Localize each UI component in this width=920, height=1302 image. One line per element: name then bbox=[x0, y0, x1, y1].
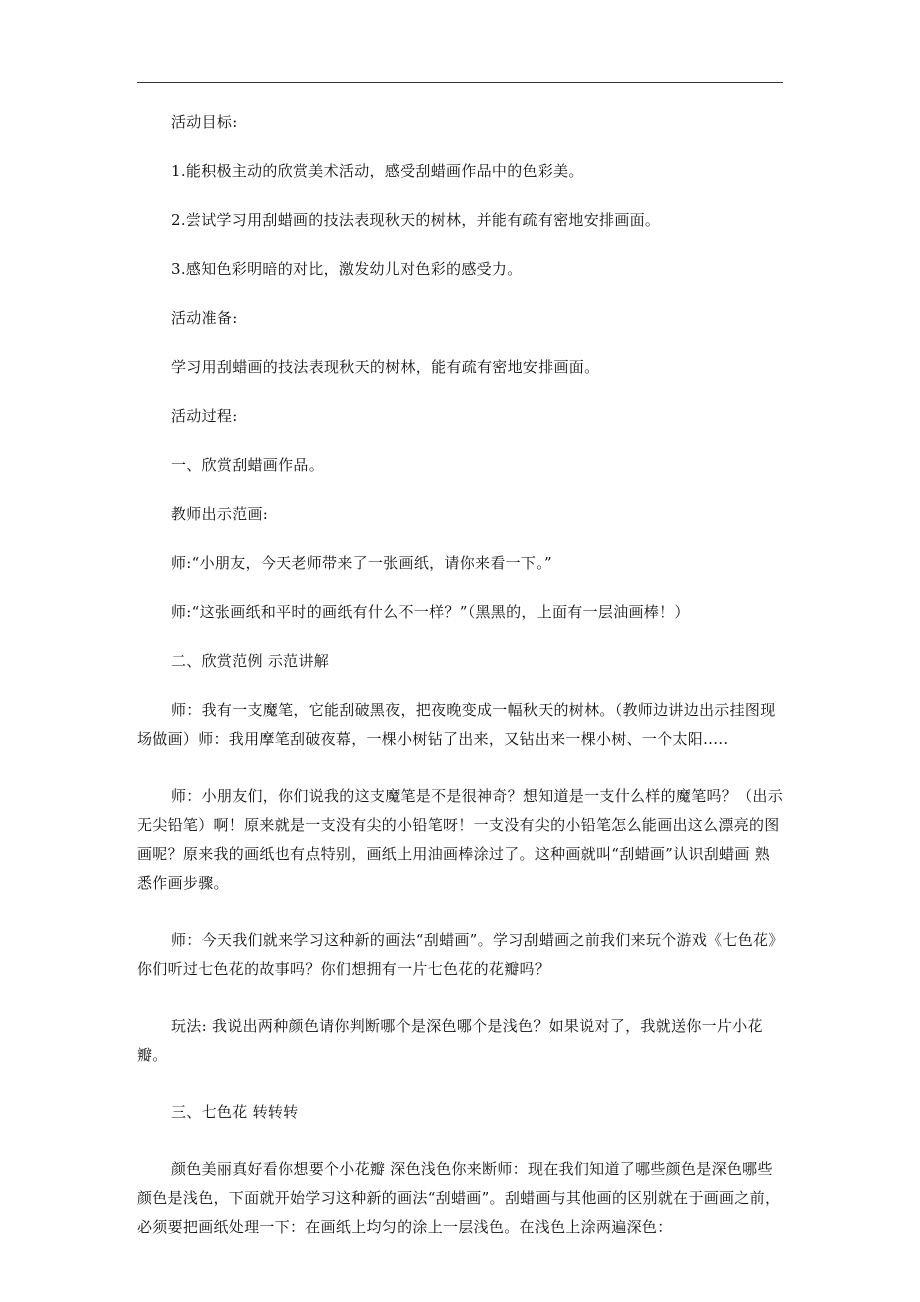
heading-activity-process: 活动过程: bbox=[171, 407, 238, 425]
scratch-painting-intro: 师：小朋友们，你们说我的这支魔笔是不是很神奇？想知道是一支什么样的魔笔吗？（出示无尖铅笔）啊！原来就是一支没有尖的小铅笔呀！一支没有尖的小铅笔怎么能画出这么漂亮的图画呢？原来我的画纸也有点特别，画纸上用油画棒涂过了。这种画就叫“刮蜡画”认识刮蜡画 熟悉作画步骤。 bbox=[137, 787, 784, 892]
heading-activity-goals: 活动目标: bbox=[171, 113, 238, 131]
heading-activity-preparation: 活动准备: bbox=[171, 309, 238, 327]
magic-pen-paragraph: 师：我有一支魔笔，它能刮破黑夜，把夜晚变成一幅秋天的树林。（教师边讲边出示挂图现场做画）师：我用摩笔刮破夜幕，一棵小树钻了出来，又钻出来一棵小树、一个太阳..... bbox=[137, 701, 776, 748]
goal-item-1: 1.能积极主动的欣赏美术活动，感受刮蜡画作品中的色彩美。 bbox=[171, 162, 584, 180]
section-2-title: 二、欣赏范例 示范讲解 bbox=[171, 652, 330, 670]
preparation-text: 学习用刮蜡画的技法表现秋天的树林，能有疏有密地安排画面。 bbox=[171, 358, 600, 376]
teacher-shows-sample: 教师出示范画: bbox=[171, 505, 269, 523]
teacher-line-1: 师:“小朋友，今天老师带来了一张画纸，请你来看一下。” bbox=[171, 554, 552, 572]
section-3-title: 三、七色花 转转转 bbox=[171, 1103, 299, 1121]
header-rule bbox=[137, 82, 783, 83]
section-1-title: 一、欣赏刮蜡画作品。 bbox=[171, 456, 325, 474]
teacher-line-2: 师:“这张画纸和平时的画纸有什么不一样？”（黑黑的，上面有一层油画棒！） bbox=[171, 603, 690, 621]
goal-item-2: 2.尝试学习用刮蜡画的技法表现秋天的树林，并能有疏有密地安排画面。 bbox=[171, 211, 661, 229]
color-explanation-paragraph: 颜色美丽真好看你想要个小花瓣 深色浅色你来断师：现在我们知道了哪些颜色是深色哪些颜色是浅色，下面就开始学习这种新的画法“刮蜡画”。刮蜡画与其他画的区别就在于画画之前，必须要把画纸处理一下：在画纸上均匀的涂上一层浅色。在浅色上涂两遍深色： bbox=[137, 1160, 781, 1236]
document-body bbox=[137, 108, 785, 1242]
game-rules: 玩法: 我说出两种颜色请你判断哪个是深色哪个是浅色？如果说对了，我就送你一片小花瓣。 bbox=[137, 1017, 763, 1064]
goal-item-3: 3.感知色彩明暗的对比，激发幼儿对色彩的感受力。 bbox=[171, 260, 523, 278]
seven-color-flower-game: 师：今天我们就来学习这种新的画法“刮蜡画”。学习刮蜡画之前我们来玩个游戏《七色花》你们听过七色花的故事吗？你们想拥有一片七色花的花瓣吗？ bbox=[137, 931, 784, 978]
